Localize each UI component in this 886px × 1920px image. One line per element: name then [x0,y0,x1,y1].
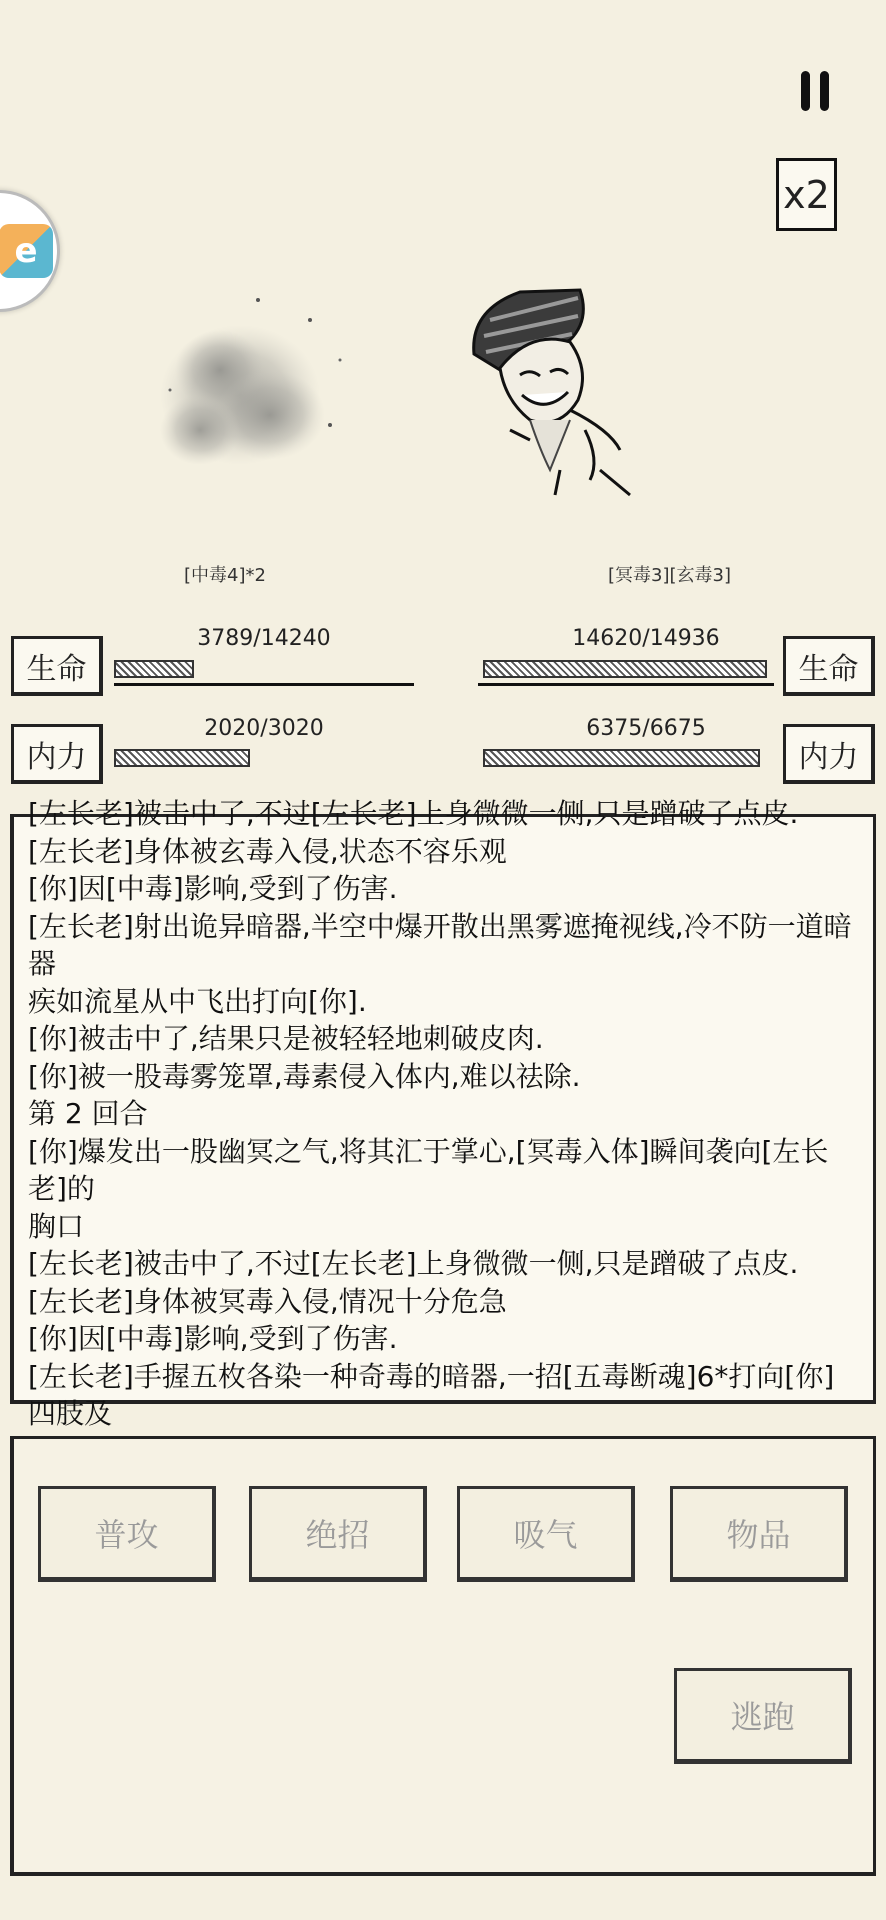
ultimate-skill-button[interactable]: 绝招 [249,1486,427,1582]
enemy-mp-label: 内力 [783,724,875,784]
enemy-hp-bar-fill [483,660,767,678]
log-line: [你]被击中了,结果只是被轻轻地刺破皮肉. [28,1022,544,1055]
enemy-hp-value: 14620/14936 [572,626,720,651]
battle-log-content [28,795,859,1470]
breathe-button[interactable]: 吸气 [457,1486,635,1582]
enemy-character-sprite [460,280,660,510]
enemy-hp-label: 生命 [783,636,875,696]
player-mp-bar-fill [114,749,250,767]
log-line: [左长老]被击中了,不过[左长老]上身微微一侧,只是蹭破了点皮. [28,797,799,830]
player-hp-value: 3789/14240 [197,626,331,651]
items-button[interactable]: 物品 [670,1486,848,1582]
log-line: [你]因[中毒]影响,受到了伤害. [28,872,398,905]
flee-button[interactable]: 逃跑 [674,1668,852,1764]
player-hp-label: 生命 [11,636,103,696]
log-line: [左长老]身体被冥毒入侵,情况十分危急 [28,1284,507,1318]
enemy-hp-bar [483,660,773,678]
enemy-status-effects: [冥毒3][玄毒3] [608,565,731,586]
player-mp-label: 内力 [11,724,103,784]
floating-app-icon[interactable] [0,190,60,312]
enemy-hp-bar-baseline [478,683,774,686]
player-mp-bar [114,749,318,767]
player-smoke-sprite [140,290,360,490]
app-logo-icon: e [0,224,53,278]
normal-attack-button[interactable]: 普攻 [38,1486,216,1582]
log-line: [左长老]手握五枚各染一种奇毒的暗器,一招[五毒断魂]6*打向[你]四肢及 [28,1359,835,1430]
log-line: 疾如流星从中飞出打向[你]. [28,984,367,1018]
log-line: [你]被一股毒雾笼罩,毒素侵入体内,难以祛除. [28,1059,581,1093]
speed-toggle-button[interactable]: x2 [776,158,837,231]
enemy-mp-value: 6375/6675 [586,716,706,741]
enemy-mp-bar [483,749,773,767]
log-line: 胸口 [28,1209,85,1243]
player-mp-value: 2020/3020 [204,716,324,741]
player-hp-bar [114,660,414,678]
log-line: [左长老]射出诡异暗器,半空中爆开散出黑雾遮掩视线,冷不防一道暗器 [28,909,852,980]
pause-icon [801,71,810,111]
player-hp-bar-baseline [114,683,414,686]
player-hp-bar-fill [114,660,194,678]
log-line: 第 2 回合 [28,1097,148,1130]
log-line: [你]因[中毒]影响,受到了伤害. [28,1322,398,1355]
log-line: [左长老]身体被玄毒入侵,状态不容乐观 [28,834,507,868]
pause-button[interactable] [790,66,840,116]
enemy-mp-bar-fill [483,749,760,767]
log-line: [左长老]被击中了,不过[左长老]上身微微一侧,只是蹭破了点皮. [28,1247,799,1280]
battle-log[interactable] [10,797,876,1430]
player-status-effects: [中毒4]*2 [184,565,266,586]
log-line: [你]爆发出一股幽冥之气,将其汇于掌心,[冥毒入体]瞬间袭向[左长老]的 [28,1134,829,1205]
